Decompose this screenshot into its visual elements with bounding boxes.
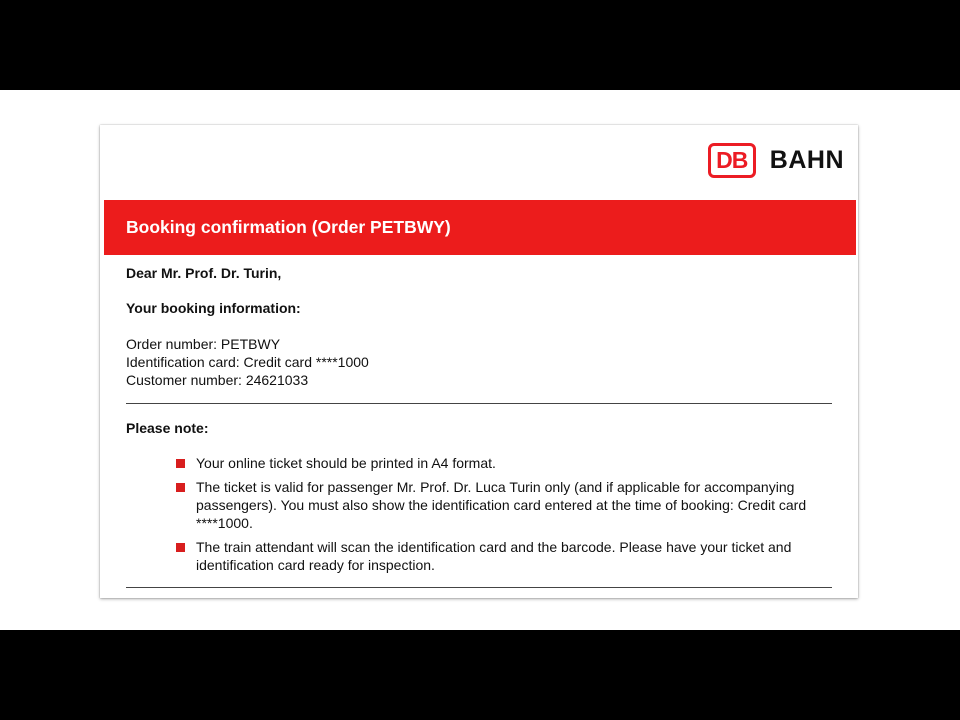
note-text: The ticket is valid for passenger Mr. Prof. Dr. Luca Turin only (and if applicable for accompanying passengers). You must also show the identification card entered at the time of booking: Credit card ****1000. [196, 479, 807, 531]
db-bahn-logo [708, 143, 844, 178]
booking-confirmation-document [100, 125, 858, 598]
booking-info [126, 335, 832, 389]
note-text: Your online ticket should be printed in A4 format. [196, 455, 496, 471]
square-bullet-icon [176, 543, 185, 552]
customer-number: Customer number: 24621033 [126, 372, 309, 388]
identification-card: Identification card: Credit card ****1000 [126, 354, 369, 370]
list-item [176, 538, 832, 574]
order-number: Order number: PETBWY [126, 336, 281, 352]
list-item [176, 478, 832, 532]
please-note-heading: Please note: [126, 420, 209, 436]
square-bullet-icon [176, 483, 185, 492]
square-bullet-icon [176, 459, 185, 468]
list-item [176, 454, 832, 472]
db-logo-mark: DB [708, 143, 756, 178]
document-body [126, 265, 832, 580]
bahn-wordmark: BAHN [769, 146, 844, 174]
section-divider [126, 403, 832, 404]
greeting: Dear Mr. Prof. Dr. Turin, [126, 265, 282, 281]
note-text: The train attendant will scan the identification card and the barcode. Please have your ticket and identification card ready for inspection. [196, 539, 792, 573]
notes-list [126, 454, 832, 574]
confirmation-banner: Booking confirmation (Order PETBWY) [104, 200, 856, 255]
booking-info-heading: Your booking information: [126, 300, 301, 316]
bottom-divider [126, 587, 832, 588]
